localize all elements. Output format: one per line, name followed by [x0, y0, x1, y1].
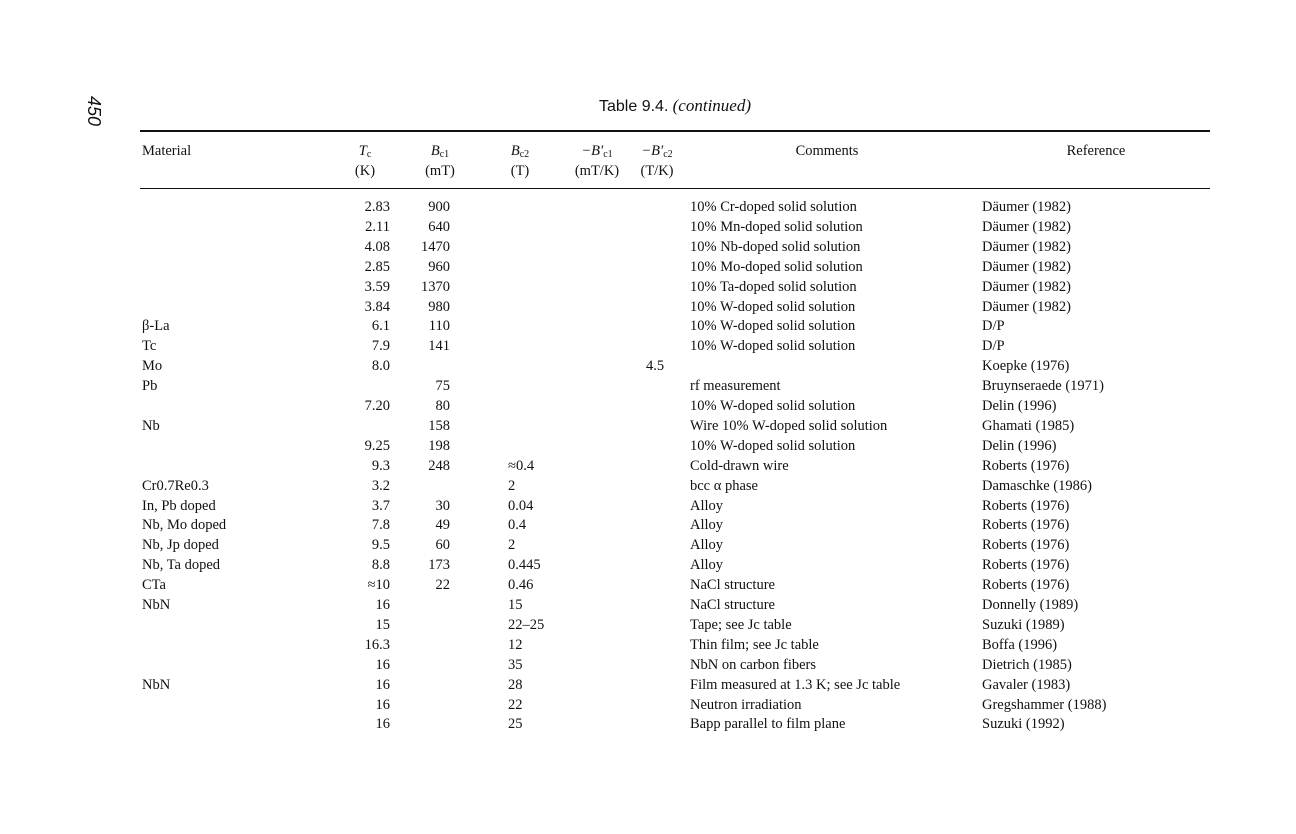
cell-comment: bcc α phase — [690, 477, 758, 494]
cell-tc: 3.84 — [364, 298, 390, 315]
cell-comment: Alloy — [690, 557, 724, 574]
cell-comment: 10% Mn-doped solid solution — [690, 218, 863, 235]
cell-bc1: 75 — [435, 378, 450, 395]
cell-tc: 15 — [375, 616, 390, 633]
cell-tc: 9.25 — [364, 437, 390, 454]
cell-reference: Suzuki (1992) — [982, 716, 1065, 733]
cell-tc: 7.20 — [364, 398, 390, 414]
cell-reference: Donnelly (1989) — [982, 597, 1079, 613]
cell-material: Nb, Jp doped — [142, 537, 219, 554]
cell-reference: Delin (1996) — [982, 437, 1057, 454]
header-bc2: $B_{c2}$ — [510, 143, 530, 160]
cell-reference: Däumer (1982) — [982, 218, 1071, 235]
cell-bc1: 30 — [435, 497, 450, 514]
cell-material: Nb, Ta doped — [142, 557, 221, 574]
cell-tc: 3.2 — [371, 477, 390, 494]
cell-tc: 7.8 — [371, 517, 390, 534]
cell-bc1: 22 — [435, 577, 450, 594]
cell-reference: Roberts (1976) — [982, 577, 1070, 594]
cell-reference: Damaschke (1986) — [982, 477, 1092, 494]
cell-comment: Neutron irradiation — [690, 696, 802, 713]
cell-reference: Roberts (1976) — [982, 517, 1070, 534]
cell-tc: 16 — [375, 696, 390, 713]
cell-material: Nb — [142, 417, 160, 434]
cell-comment: Tape; see Jc table — [690, 616, 792, 633]
cell-tc: 7.9 — [371, 338, 390, 355]
cell-tc: 8.8 — [371, 557, 390, 574]
table-number: Table 9.4. — [599, 98, 669, 115]
cell-tc: 8.0 — [371, 358, 390, 375]
cell-bc1: 1470 — [421, 238, 450, 255]
cell-tc: 16 — [375, 676, 390, 693]
unit-bc1: (mT) — [425, 163, 455, 179]
cell-tc: 16.3 — [364, 636, 390, 653]
cell-bc2: 28 — [508, 676, 523, 693]
cell-bc1: 960 — [428, 258, 450, 275]
cell-tc: 3.59 — [364, 278, 390, 295]
cell-comment: 10% Cr-doped solid solution — [690, 199, 857, 215]
cell-reference: Gregshammer (1988) — [982, 696, 1107, 713]
cell-comment: Alloy — [690, 517, 724, 534]
cell-bc1: 173 — [428, 557, 450, 574]
cell-reference: Gavaler (1983) — [982, 676, 1071, 693]
cell-reference: Roberts (1976) — [982, 457, 1070, 474]
cell-bc2: 0.445 — [508, 557, 541, 574]
cell-material: In, Pb doped — [142, 497, 216, 514]
cell-comment: 10% W-doped solid solution — [690, 318, 856, 335]
cell-bc2: 25 — [508, 716, 523, 733]
cell-tc: 16 — [375, 656, 390, 673]
header-comments: Comments — [795, 143, 859, 159]
cell-reference: Boffa (1996) — [982, 636, 1058, 653]
cell-bc1: 141 — [428, 338, 450, 355]
unit-dbc1: (mT/K) — [574, 163, 620, 179]
cell-tc: 2.85 — [364, 258, 390, 275]
table-continued-label: (continued) — [672, 96, 751, 115]
top-rule — [140, 130, 1210, 132]
cell-comment: Alloy — [690, 497, 724, 514]
cell-comment: 10% W-doped solid solution — [690, 338, 856, 355]
cell-bc2: 22 — [508, 696, 523, 713]
cell-bc1: 80 — [435, 398, 450, 414]
header-tc: $T_c$ — [358, 143, 372, 160]
cell-bc2: 12 — [508, 636, 523, 653]
table-title — [0, 96, 1296, 116]
cell-reference: Suzuki (1989) — [982, 616, 1065, 633]
header-rule — [140, 188, 1210, 189]
cell-bc2: 22–25 — [508, 616, 545, 633]
cell-reference: Roberts (1976) — [982, 497, 1070, 514]
cell-bc2: 0.04 — [508, 497, 534, 514]
cell-material: β-La — [142, 318, 170, 335]
cell-bc2: 0.4 — [508, 517, 527, 534]
cell-comment: Alloy — [690, 537, 724, 554]
cell-bc1: 60 — [435, 537, 450, 554]
cell-bc1: 900 — [428, 199, 450, 215]
cell-bc2: 35 — [508, 656, 523, 673]
unit-dbc2: (T/K) — [640, 163, 674, 179]
header-dbc1: $-B'_{c1}$ — [581, 143, 613, 160]
cell-reference: Dietrich (1985) — [982, 656, 1072, 673]
cell-material: CTa — [142, 577, 166, 594]
cell-comment: NaCl structure — [690, 577, 775, 594]
cell-reference: Däumer (1982) — [982, 258, 1071, 275]
cell-comment: 10% Nb-doped solid solution — [690, 238, 861, 255]
cell-reference: Roberts (1976) — [982, 557, 1070, 574]
unit-bc2: (T) — [510, 163, 530, 179]
cell-bc1: 980 — [428, 298, 450, 315]
cell-reference: Däumer (1982) — [982, 298, 1071, 315]
cell-comment: NbN on carbon fibers — [690, 656, 817, 673]
cell-comment: Cold-drawn wire — [690, 457, 789, 474]
cell-material: Pb — [142, 378, 158, 395]
cell-material: Mo — [142, 358, 163, 375]
cell-comment: Film measured at 1.3 K; see Jc table — [690, 676, 901, 693]
cell-reference: Ghamati (1985) — [982, 417, 1075, 434]
cell-reference: Roberts (1976) — [982, 537, 1070, 554]
cell-bc2: 2 — [508, 537, 516, 554]
cell-material: Tc — [142, 338, 157, 355]
cell-reference: Bruynseraede (1971) — [982, 378, 1104, 395]
cell-tc: 16 — [375, 597, 390, 613]
cell-reference: D/P — [982, 338, 1005, 355]
cell-bc1: 1370 — [421, 278, 450, 295]
header-dbc2: $-B'_{c2}$ — [641, 143, 673, 160]
cell-tc: 9.3 — [371, 457, 390, 474]
cell-comment: 10% Ta-doped solid solution — [690, 278, 857, 295]
cell-bc1: 110 — [428, 318, 450, 335]
cell-material: Nb, Mo doped — [142, 517, 227, 534]
cell-bc2: 0.46 — [508, 577, 534, 594]
cell-comment: 10% W-doped solid solution — [690, 437, 856, 454]
cell-comment: Thin film; see Jc table — [690, 636, 819, 653]
cell-tc: 6.1 — [371, 318, 390, 335]
cell-tc: 3.7 — [371, 497, 390, 514]
cell-comment: Bapp parallel to film plane — [690, 716, 846, 733]
header-material: Material — [142, 143, 192, 159]
cell-comment: rf measurement — [690, 378, 781, 395]
cell-comment: 10% Mo-doped solid solution — [690, 258, 863, 275]
cell-material: NbN — [142, 597, 171, 613]
page-number: 450 — [84, 95, 104, 127]
header-reference: Reference — [1066, 143, 1126, 159]
cell-bc2: 2 — [508, 477, 516, 494]
cell-reference: Däumer (1982) — [982, 238, 1071, 255]
cell-material: NbN — [142, 676, 171, 693]
cell-tc: 2.83 — [364, 199, 390, 215]
cell-bc2: 15 — [508, 597, 523, 613]
cell-bc1: 248 — [428, 457, 450, 474]
cell-reference: Däumer (1982) — [982, 278, 1071, 295]
cell-comment: 10% W-doped solid solution — [690, 298, 856, 315]
cell-bc2: ≈0.4 — [508, 457, 535, 474]
header-bc1: $B_{c1}$ — [430, 143, 450, 160]
cell-reference: D/P — [982, 318, 1005, 335]
cell-bc1: 198 — [428, 437, 450, 454]
cell-comment: NaCl structure — [690, 597, 775, 613]
cell-reference: Delin (1996) — [982, 398, 1057, 414]
cell-tc: 9.5 — [371, 537, 390, 554]
unit-tc: (K) — [354, 163, 376, 179]
cell-tc: 16 — [375, 716, 390, 733]
cell-tc: 4.08 — [364, 238, 390, 255]
cell-bc1: 640 — [428, 218, 450, 235]
cell-reference: Däumer (1982) — [982, 199, 1071, 215]
cell-tc: 2.11 — [365, 218, 390, 235]
cell-bc1: 49 — [435, 517, 450, 534]
cell-reference: Koepke (1976) — [982, 358, 1070, 375]
cell-tc: ≈10 — [367, 577, 390, 594]
cell-comment: Wire 10% W-doped solid solution — [690, 417, 888, 434]
cell-material: Cr0.7Re0.3 — [142, 477, 209, 494]
cell-dbc2: 4.5 — [646, 358, 665, 375]
cell-bc1: 158 — [428, 417, 450, 434]
cell-comment: 10% W-doped solid solution — [690, 398, 856, 414]
